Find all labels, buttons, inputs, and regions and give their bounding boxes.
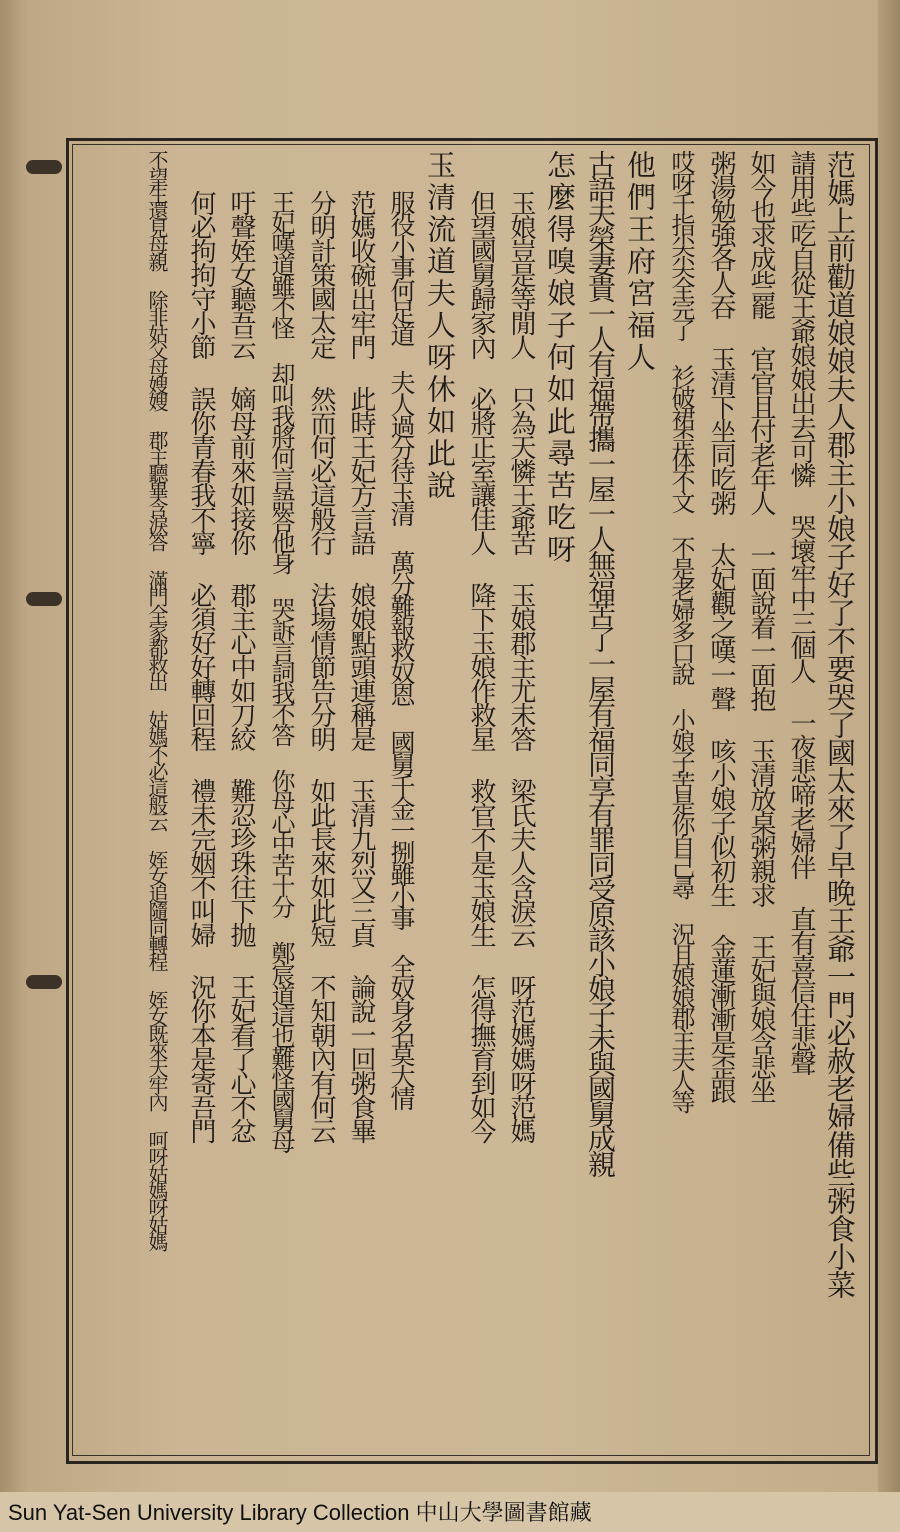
text-column-3: 如今也求成些罷 官官且付老年人 一面說着一面抱 玉清放桌粥親求 王妃與娘含悲坐 [746, 150, 776, 1102]
text-column-10: 但望國舅歸家內 必將正室讓佳人 降下玉娘作救星 救官不是玉娘生 怎得撫育到如今 [466, 190, 496, 1142]
text-column-2: 請用些吃自從王爺娘娘出去可憐 哭壞牢中三個人 一夜悲啼老婦伴 直有喜信住悲聲 [786, 150, 816, 1074]
text-column-1: 范媽上前勸道娘娘夫人郡主小娘子好了不要哭了國太來了早晚王爺一門必赦老婦備些粥食小菜 [823, 150, 857, 1298]
page-edge [878, 0, 900, 1532]
text-column-15: 王妃嘆道雖不怪 却叫我將何言語答他身 哭訴言詞我不答 你母心中苦十分 鄭宸道這也難怪國舅母 [267, 190, 295, 1151]
binding-thread [26, 592, 62, 606]
watermark-caption-bar [0, 1492, 900, 1532]
text-column-12: 服役小事何足道 夫人過分待玉清 萬分難報救奴恩 國舅千金一捌雖小事 全奴身名莫大情 [387, 190, 416, 1108]
binding-thread [26, 975, 62, 989]
text-column-17: 何必拘拘守小節 誤你青春我不寧 必須好好轉回程 禮未完姻不叫婦 況你本是寄吾門 [186, 190, 216, 1142]
text-column-8: 怎麼得嗅娘子何如此尋苦吃呀 [543, 150, 577, 566]
text-column-14: 分明計策國太定 然而何必這般行 法場情節告分明 如此長來如此短 不知朝內有何云 [306, 190, 336, 1142]
text-column-11: 玉清流道夫人呀休如此說 [423, 150, 457, 502]
text-column-9: 玉娘豈是等閒人 只為天憐王爺苦 玉娘郡主尤未答 梁氏夫人含淚云 呀范媽媽呀范媽 [506, 190, 536, 1142]
book-binding [0, 0, 28, 1532]
text-column-4: 粥湯勉強各人吞 玉清下坐同吃粥 太妃觀之嘆一聲 咳小娘子似初生 金蓮漸漸是歪跟 [706, 150, 736, 1102]
text-column-16: 吁聲姪女聽吾云 嫡母前來如接你 郡主心中如刀絞 難忍珍珠往下抛 王妃看了心不忿 [226, 190, 256, 1142]
text-column-18: 不望生還見母親 除非姑父母嫂嫂 郡主聽畢含淚答 滿門全家都救出 姑媽不必這般云 姪女追隨同轉程 姪女既來天牢內 呵呀姑媽呀姑媽 [145, 150, 169, 1249]
text-column-13: 范媽收碗出牢門 此時王妃方言語 娘娘點頭連稱是 玉清九烈又三貞 論說一回粥食畢 [346, 190, 376, 1142]
text-column-6: 他們王府宮福人 [623, 150, 657, 374]
text-column-5: 哎呀千指尖尖全完了 衫破裙歪体不文 不是老婦多口說 小娘子苦是你自己尋 況且娘娘郡主夫人等 [667, 150, 695, 1111]
text-column-7: 古語夫榮妻貴一人有福帶攜一屋一人無福苦了一屋有福同享有罪同受原該小娘子未與國舅成親 [584, 150, 617, 1175]
binding-thread [26, 160, 62, 174]
watermark-caption: Sun Yat-Sen University Library Collection 中山大學圖書館藏 [8, 1500, 592, 1525]
